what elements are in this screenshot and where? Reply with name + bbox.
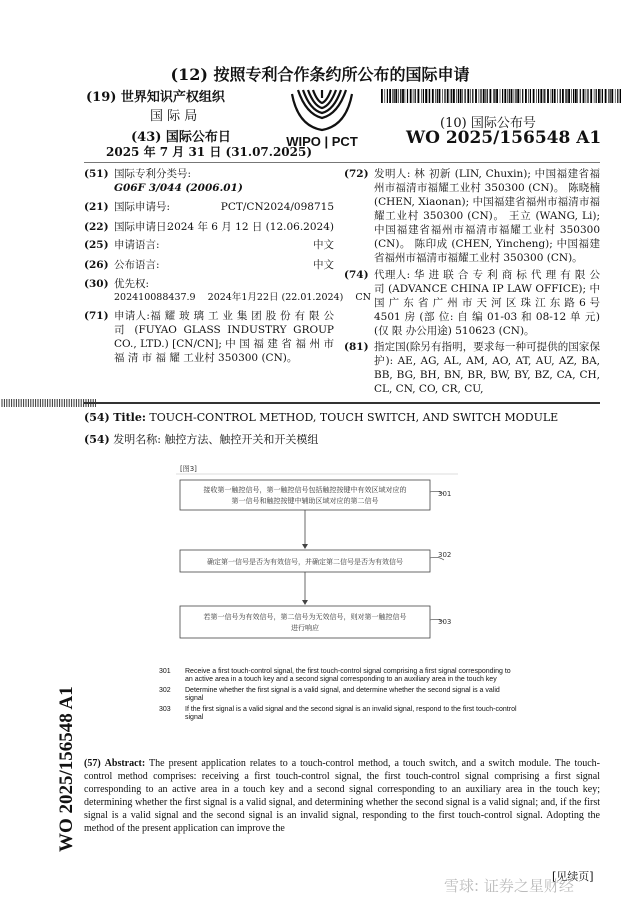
legend-item: 301 Receive a first touch-control signal, the first touch-control signal comprising a first signal corresponding to an active area in a touch key and a second signal corresponding to an auxiliary area in the touch key	[159, 668, 511, 683]
legend-item: 303 If the first signal is a valid signal and the second signal is an invalid signal, respond to the first touch-control signal	[159, 706, 517, 721]
field-designated-states: (81) 指定国(除另有指明，要求每一种可提供的国家保护): AE, AG, AL, AM, AO, AT, AU, AZ, BA, BB, BG, BH, BN, BR, BW, BY, BZ, CA, CH, CL, CN, CO, CR, CU,	[344, 341, 600, 395]
publication-number-label: (10) 国际公布号	[440, 116, 536, 131]
field-ipc: (51) 国际专利分类号: G06F 3/044 (2006.01)	[84, 168, 243, 194]
publication-number: WO 2025/156548 A1	[406, 128, 602, 148]
field-filing-date: (22) 国际申请日: 2024 年 6 月 12 日 (12.06.2024)	[84, 221, 334, 233]
svg-text:接收第一触控信号，第一触控信号包括触控按键中有效区域对应的: 接收第一触控信号，第一触控信号包括触控按键中有效区域对应的	[203, 486, 407, 494]
legend-item: 302 Determine whether the first signal is a valid signal, and determine whether the second signal is a valid signal	[159, 687, 500, 702]
watermark-text: 雪球: 证券之星财经	[444, 877, 574, 895]
svg-text:若第一信号为有效信号，第二信号为无效信号，则对第一触控信号: 若第一信号为有效信号，第二信号为无效信号，则对第一触控信号	[203, 613, 407, 621]
flow-step-303	[180, 606, 430, 638]
section-divider	[84, 402, 600, 404]
side-publication-number: WO 2025/156548 A1	[56, 686, 77, 852]
svg-text:确定第一信号是否为有效信号，并确定第二信号是否为有效信号: 确定第一信号是否为有效信号，并确定第二信号是否为有效信号	[207, 558, 403, 566]
logo-text: WIPO | PCT	[286, 134, 358, 149]
flow-step-301	[180, 480, 430, 510]
flow-ref-302: 302	[438, 551, 452, 559]
field-publication-language: (26) 公布语言: 中文	[84, 259, 334, 271]
abstract: (57) Abstract: The present application relates to a touch-control method, a touch switch, and a switch module. The touch-control method comprises: receiving a first touch-control signal, the first touch-control signal comprising a first signal corresponding to an active area in a touch key and a second signal corresponding to an auxiliary area in the touch key; determining whether the first signal is a valid signal, and determining whether the second signal is a valid signal; and, if the first signal is a valid signal and the second signal is an invalid signal, responding to the first touch-control signal. Adopting the method of the present application can improve the	[84, 758, 601, 834]
figure-legend	[159, 668, 519, 725]
flow-ref-301: 301	[438, 490, 452, 498]
separator-ticks	[0, 398, 96, 408]
flow-ref-303: 303	[438, 618, 452, 626]
svg-text:第一信号和触控按键中辅助区域对应的第二信号: 第一信号和触控按键中辅助区域对应的第二信号	[231, 497, 379, 505]
publication-date-value: 2025 年 7 月 31 日 (31.07.2025)	[106, 145, 313, 159]
publication-title: (12) 按照专利合作条约所公布的国际申请	[170, 65, 470, 84]
organization-block	[86, 86, 256, 124]
field-applicant: (71) 申请人:福 耀 玻 璃 工 业 集 团 股 份 有 限 公 司 (FUYAO GLASS INDUSTRY GROUP CO., LTD.) [CN/CN]; 中 国 福 建 省 福 州 市 福 清 市 福 耀 工业村 350300 (CN)。	[84, 310, 334, 364]
svg-text:进行响应: 进行响应	[291, 624, 319, 632]
organization-name: (19) 世界知识产权组织	[86, 90, 225, 105]
field-application-number: (21) 国际申请号: PCT/CN2024/098715	[84, 201, 334, 213]
title-chinese: (54) 发明名称: 触控方法、触控开关和开关模组	[84, 433, 319, 446]
flowchart-figure	[176, 462, 458, 658]
wipo-logo-icon	[276, 84, 368, 152]
header-divider	[84, 162, 600, 163]
publication-date-label: (43) 国际公布日	[131, 130, 231, 145]
field-filing-language: (25) 申请语言: 中文	[84, 239, 334, 251]
organization-bureau: 国 际 局	[150, 109, 198, 124]
continued-note: [见续页]	[552, 870, 594, 883]
field-priority: (30) 优先权: 202410088437.9 2024年1月22日 (22.01.2024) CN	[84, 278, 371, 303]
title-english: (54) Title: TOUCH-CONTROL METHOD, TOUCH SWITCH, AND SWITCH MODULE	[84, 411, 559, 424]
field-agent: (74) 代理人: 华 进 联 合 专 利 商 标 代 理 有 限 公 司 (ADVANCE CHINA IP LAW OFFICE); 中 国 广 东 省 广 州 市 天 河 区 珠 江 东 路 6 号 4501 房 (部 位: 自 编 01-03 和 08-12 单 元) (仅 限 办公用途) 510623 (CN)。	[344, 269, 600, 337]
barcode-icon	[381, 89, 621, 103]
field-inventors: (72) 发明人: 林 初新 (LIN, Chuxin); 中国福建省福州市福清市福耀工业村 350300 (CN)。 陈晓楠 (CHEN, Xiaonan); 中国福建省福州市福清市福耀工业村 350300 (CN)。 王立 (WANG, Li); 中国福建省福州市福清市福耀工业村 350300 (CN)。 陈印成 (CHEN, Yincheng); 中国福建省福州市福清市福耀工业村 350300 (CN)。	[344, 168, 600, 264]
figure-label: [图3]	[180, 465, 197, 473]
